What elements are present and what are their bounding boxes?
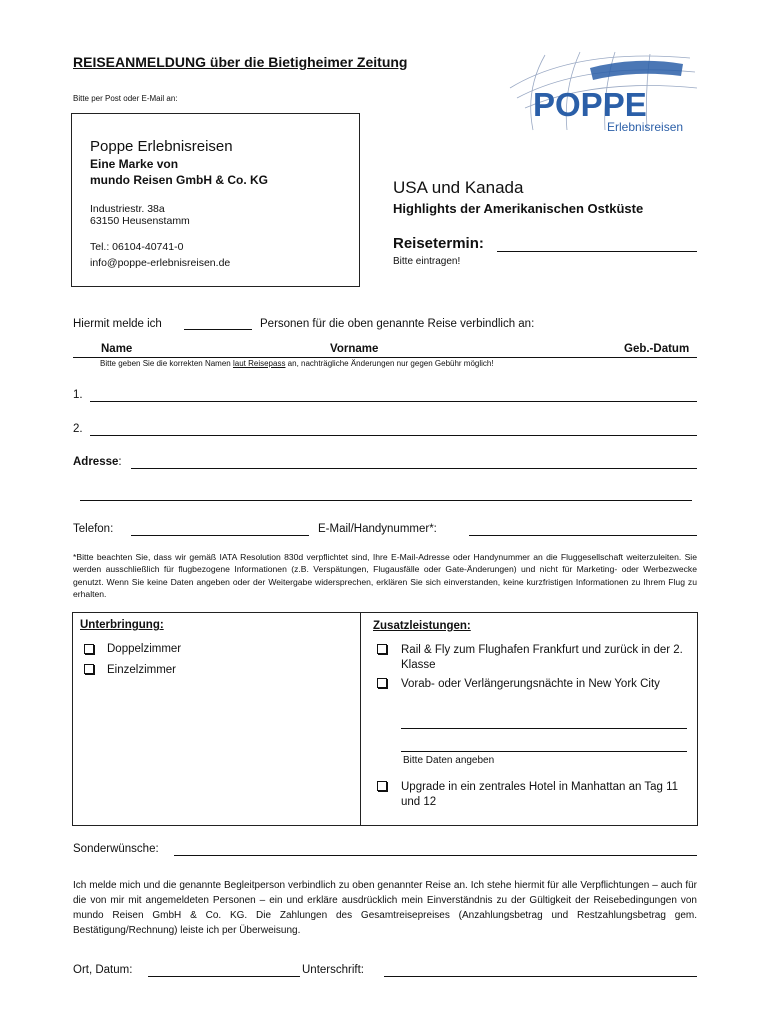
- trip-title: USA und Kanada: [393, 178, 524, 197]
- registration-end: Personen für die oben genannte Reise verbindlich an:: [260, 318, 535, 330]
- form-subtitle: Bitte per Post oder E-Mail an:: [73, 94, 178, 103]
- email-field[interactable]: [469, 535, 697, 536]
- travel-date-hint: Bitte eintragen!: [393, 256, 461, 267]
- names-hint: [100, 359, 494, 368]
- address-box: [71, 113, 360, 287]
- column-birthdate: Geb.-Datum: [624, 343, 690, 355]
- street-address: Industriestr. 38a: [90, 203, 165, 215]
- column-vorname: Vorname: [330, 343, 379, 355]
- address-label-text: Adresse: [73, 456, 119, 468]
- checkbox-extra-nights[interactable]: [377, 678, 387, 688]
- person-row-1-label: 1.: [73, 389, 83, 401]
- names-hint-start: Bitte geben Sie die korrekten Namen: [100, 359, 233, 368]
- accommodation-heading: Unterbringung:: [80, 619, 164, 631]
- logo-brand-text: POPPE: [533, 86, 647, 123]
- names-hint-end: an, nachträgliche Änderungen nur gegen Gebühr möglich!: [285, 359, 494, 368]
- extra-nights-field-2[interactable]: [401, 751, 687, 752]
- option-einzelzimmer: Einzelzimmer: [107, 664, 177, 676]
- phone-field[interactable]: [131, 535, 309, 536]
- column-name: Name: [101, 343, 133, 355]
- checkbox-hotel-upgrade[interactable]: [377, 781, 387, 791]
- brand-line-1: Eine Marke von: [90, 157, 179, 171]
- option-rail-fly: Rail & Fly zum Flughafen Frankfurt und zurück in der 2. Klasse: [401, 644, 683, 671]
- names-hint-passport: laut Reisepass: [232, 359, 286, 368]
- declaration-text: Ich melde mich und die genannte Begleitperson verbindlich zu oben genannter Reise an. Ich stehe hiermit für alle Verpflichtungen – auch für die von mir mit angemeldeten Personen – ein und erkläre ausdrücklich mein Einverständnis zu der Gültigkeit der Reisebedingungen von mundo Reisen GmbH & Co. KG. Die Zahlungen des Gesamtreisepreises (Anzahlungsbetrag und Restzahlungsbetrag gem. Bestätigung/Rechnung) leiste ich per Überweisung.: [73, 880, 697, 936]
- address-field-line-2[interactable]: [80, 500, 692, 501]
- signature-field[interactable]: [384, 976, 697, 977]
- person-row-1-field[interactable]: [90, 401, 697, 402]
- city-address: 63150 Heusenstamm: [90, 215, 190, 227]
- signature-label: Unterschrift:: [302, 964, 364, 976]
- iata-note: *Bitte beachten Sie, dass wir gemäß IATA Resolution 830d verpflichtet sind, Ihre E-Mail-Adresse oder Handynummer an die Fluggesellschaft weiterzuleiten. Sie werden ausschließlich für flugbezogene Informationen (z.B. Verspätungen, Flugausfälle oder Gate-Änderungen) und nicht für Marketing- oder Werbezwecke genutzt. Wenn Sie keine Daten angeben oder der Weitergabe widersprechen, erklären Sie sich einverstanden, keine kurzfristigen Informationen zu Ihrem Flug zu erhalten.: [73, 552, 697, 600]
- person-row-2-label: 2.: [73, 423, 83, 435]
- extras-heading: Zusatzleistungen:: [373, 620, 471, 632]
- extra-nights-hint: Bitte Daten angeben: [403, 755, 495, 766]
- travel-date-label: Reisetermin:: [393, 235, 484, 252]
- company-name: Poppe Erlebnisreisen: [90, 138, 233, 155]
- contact-email: info@poppe-erlebnisreisen.de: [90, 257, 231, 269]
- checkbox-einzelzimmer[interactable]: [84, 664, 94, 674]
- address-field[interactable]: [131, 468, 697, 469]
- option-hotel-upgrade: Upgrade in ein zentrales Hotel in Manhattan an Tag 11 und 12: [401, 781, 679, 808]
- address-label: [73, 456, 122, 468]
- place-date-label: Ort, Datum:: [73, 964, 133, 976]
- contact-phone: Tel.: 06104-40741-0: [90, 241, 184, 253]
- brand-line-2: mundo Reisen GmbH & Co. KG: [90, 173, 269, 187]
- option-doppelzimmer: Doppelzimmer: [107, 643, 182, 655]
- special-wishes-label: Sonderwünsche:: [73, 843, 159, 855]
- poppe-logo: [505, 50, 700, 145]
- option-extra-nights: Vorab- oder Verlängerungsnächte in New York City: [401, 678, 660, 690]
- checkbox-doppelzimmer[interactable]: [84, 644, 94, 654]
- email-label: E-Mail/Handynummer*:: [318, 523, 437, 535]
- extra-nights-field-1[interactable]: [401, 728, 687, 729]
- travel-date-field[interactable]: [497, 251, 697, 252]
- address-label-colon: :: [118, 456, 122, 468]
- services-divider: [360, 612, 361, 826]
- registration-sentence: [73, 318, 162, 330]
- person-count-field[interactable]: [184, 329, 252, 330]
- column-header-line: [73, 357, 697, 358]
- person-row-2-field[interactable]: [90, 435, 697, 436]
- checkbox-rail-fly[interactable]: [377, 644, 387, 654]
- special-wishes-field[interactable]: [174, 855, 697, 856]
- logo-sub-text: Erlebnisreisen: [607, 120, 684, 134]
- phone-label: Telefon:: [73, 523, 114, 535]
- registration-start: Hiermit melde ich: [73, 318, 162, 330]
- trip-subtitle: Highlights der Amerikanischen Ostküste: [393, 201, 644, 216]
- place-date-field[interactable]: [148, 976, 300, 977]
- form-title: REISEANMELDUNG über die Bietigheimer Zeitung: [73, 54, 408, 70]
